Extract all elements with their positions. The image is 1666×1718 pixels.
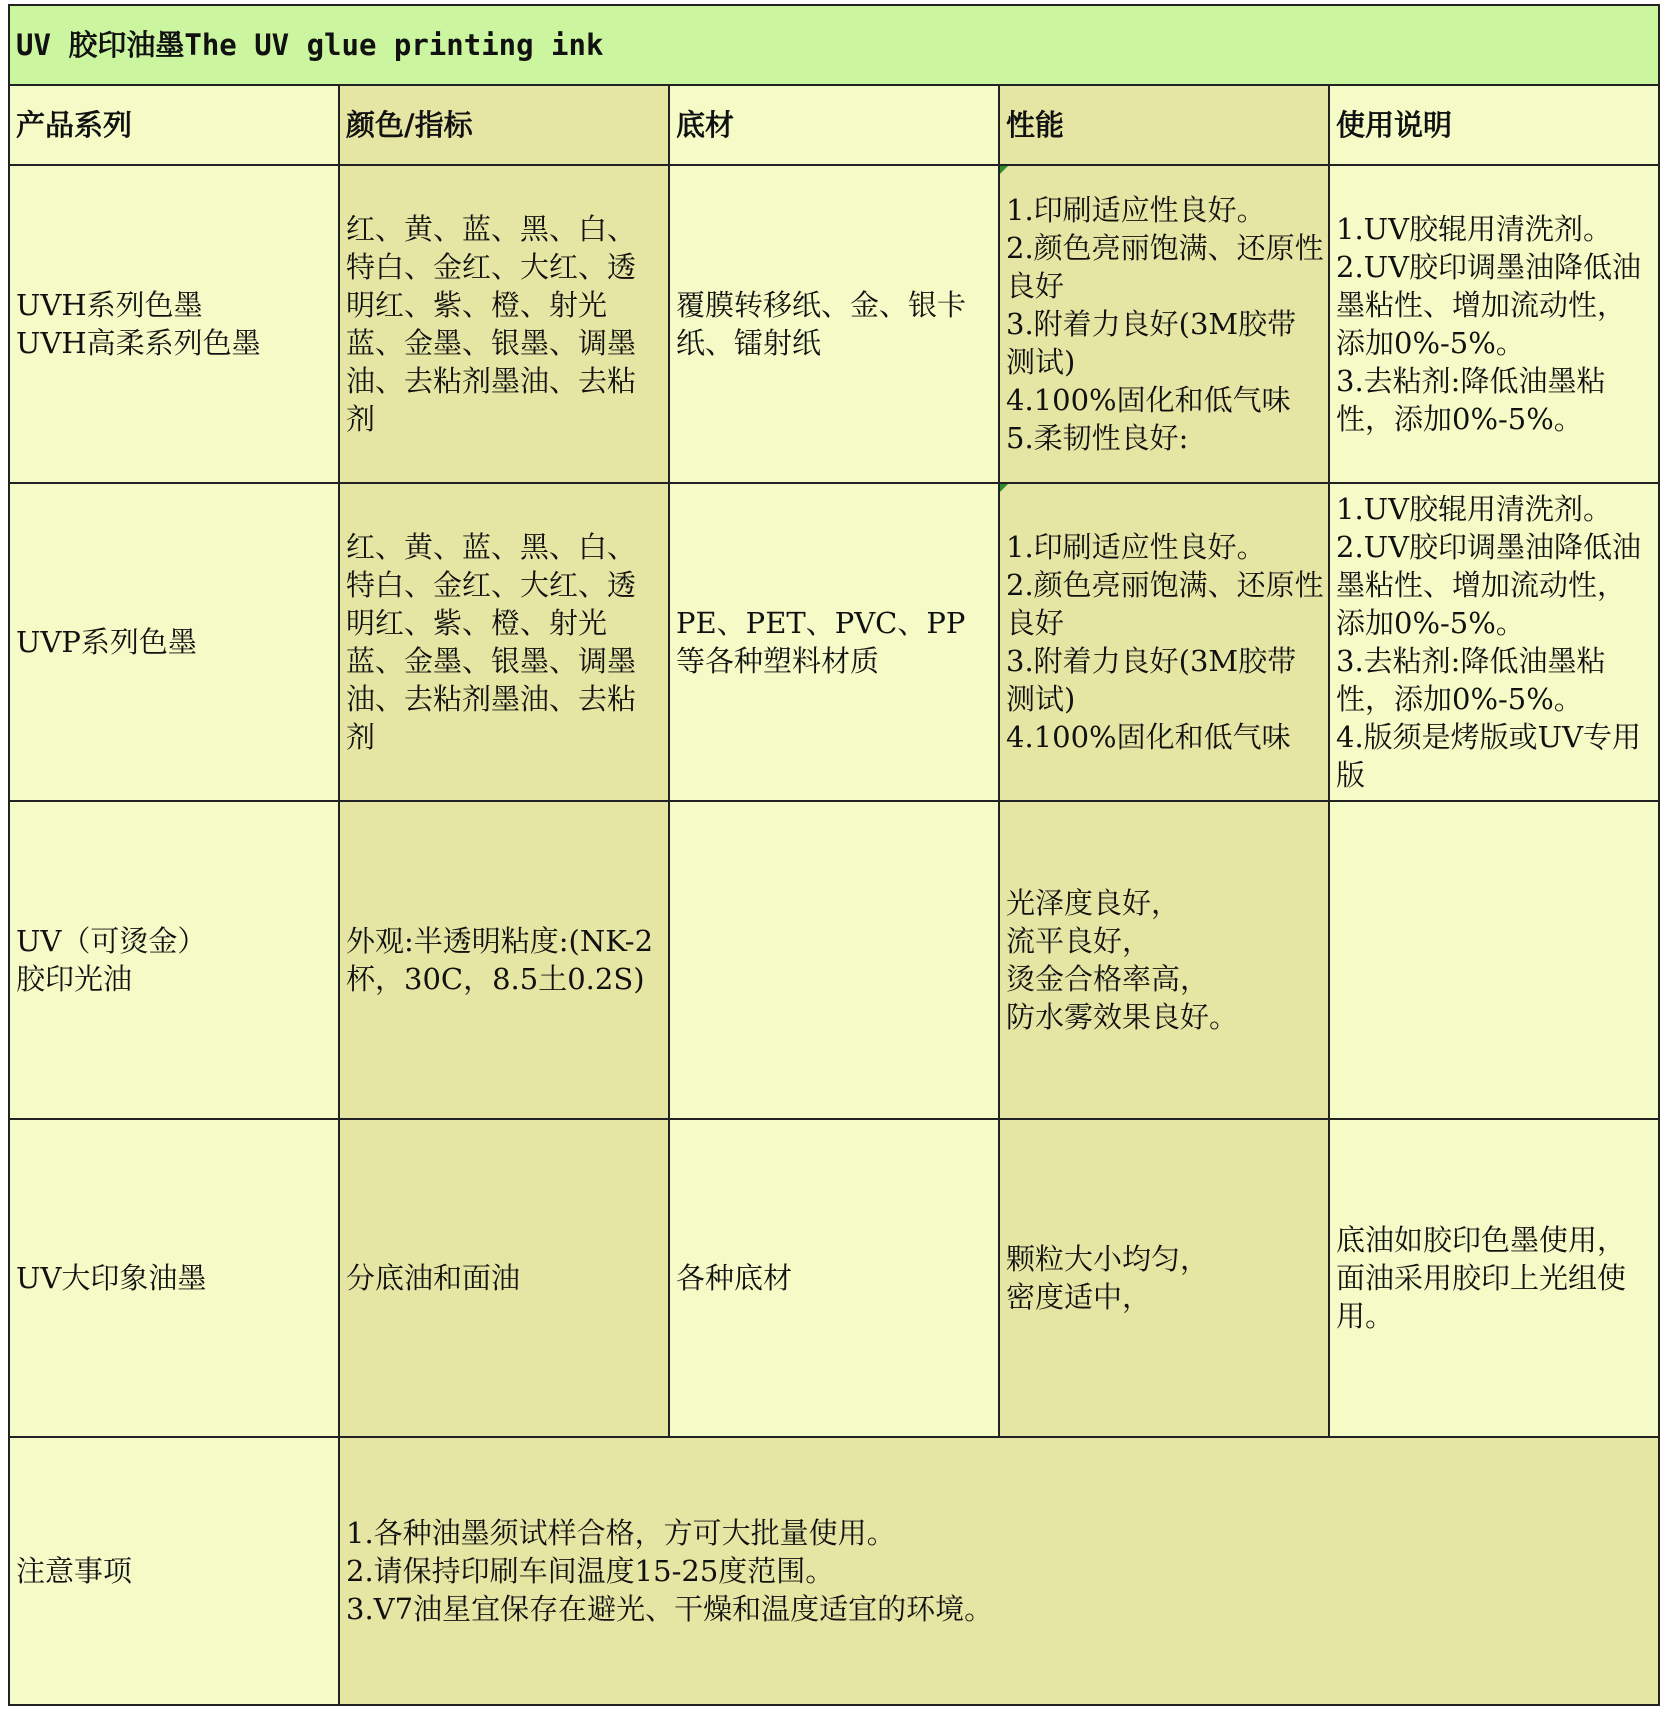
usage-line: 1.UV胶辊用清洗剂。 — [1336, 212, 1613, 246]
substrate-cell: 各种底材 — [669, 1119, 999, 1437]
usage-line: 2.UV胶印调墨油降低油墨粘性、增加流动性，添加0%-5%。 — [1336, 250, 1642, 360]
notes-label: 注意事项 — [9, 1437, 339, 1705]
notes-row — [9, 1437, 1659, 1705]
color-cell: 分底油和面油 — [339, 1119, 669, 1437]
performance-line: 1.印刷适应性良好。 — [1006, 530, 1266, 564]
series-line: UVP系列色墨 — [16, 625, 197, 659]
header-color: 颜色/指标 — [339, 85, 669, 165]
performance-cell — [999, 483, 1329, 801]
usage-line: 4.版须是烤版或UV专用版 — [1336, 720, 1642, 792]
performance-cell — [999, 801, 1329, 1119]
performance-line: 流平良好， — [1006, 924, 1152, 958]
header-performance: 性能 — [999, 85, 1329, 165]
series-cell — [9, 801, 339, 1119]
usage-line: 2.UV胶印调墨油降低油墨粘性、增加流动性，添加0%-5%。 — [1336, 530, 1642, 640]
performance-line: 2.颜色亮丽饱满、还原性良好 — [1006, 231, 1324, 303]
substrate-cell — [669, 801, 999, 1119]
usage-cell — [1329, 483, 1659, 801]
performance-line: 1.印刷适应性良好。 — [1006, 193, 1266, 227]
table-row — [9, 165, 1659, 483]
performance-line: 2.颜色亮丽饱满、还原性良好 — [1006, 568, 1324, 640]
comment-marker-icon — [1000, 166, 1008, 174]
performance-line: 3.附着力良好(3M胶带测试) — [1006, 307, 1297, 379]
usage-cell — [1329, 1119, 1659, 1437]
substrate-cell: 覆膜转移纸、金、银卡纸、镭射纸 — [669, 165, 999, 483]
usage-line: 底油如胶印色墨使用，面油采用胶印上光组使用。 — [1336, 1223, 1627, 1333]
performance-line: 烫金合格率高， — [1006, 962, 1210, 996]
color-cell: 红、黄、蓝、黑、白、特白、金红、大红、透明红、紫、橙、射光蓝、金墨、银墨、调墨油、去粘剂墨油、去粘剂 — [339, 483, 669, 801]
color-cell: 外观:半透明粘度:(NK-2杯，30C，8.5土0.2S) — [339, 801, 669, 1119]
performance-line: 4.100%固化和低气味 — [1006, 720, 1291, 754]
series-cell — [9, 1119, 339, 1437]
comment-marker-icon — [1000, 484, 1008, 492]
series-cell — [9, 483, 339, 801]
header-substrate: 底材 — [669, 85, 999, 165]
header-series: 产品系列 — [9, 85, 339, 165]
usage-line: 3.去粘剂:降低油墨粘性，添加0%-5%。 — [1336, 644, 1606, 716]
series-line: UVH高柔系列色墨 — [16, 326, 261, 360]
usage-line: 3.去粘剂:降低油墨粘性，添加0%-5%。 — [1336, 364, 1606, 436]
series-line: UVH系列色墨 — [16, 288, 203, 322]
table-row — [9, 801, 1659, 1119]
table-row — [9, 483, 1659, 801]
usage-line: 1.UV胶辊用清洗剂。 — [1336, 492, 1613, 526]
notes-line: 3.V7油星宜保存在避光、干燥和温度适宜的环境。 — [346, 1592, 994, 1626]
notes-line: 2.请保持印刷车间温度15-25度范围。 — [346, 1554, 835, 1588]
notes-cell — [339, 1437, 1659, 1705]
header-usage: 使用说明 — [1329, 85, 1659, 165]
series-line: UV大印象油墨 — [16, 1261, 207, 1295]
spreadsheet — [8, 4, 1658, 1710]
performance-line: 密度适中， — [1006, 1280, 1152, 1314]
performance-line: 5.柔韧性良好: — [1006, 421, 1189, 455]
series-line: UV（可烫金） — [16, 924, 207, 958]
substrate-cell: PE、PET、PVC、PP等各种塑料材质 — [669, 483, 999, 801]
series-cell — [9, 165, 339, 483]
usage-cell — [1329, 165, 1659, 483]
series-line: 胶印光油 — [16, 962, 133, 996]
usage-cell — [1329, 801, 1659, 1119]
performance-line: 防水雾效果良好。 — [1006, 1000, 1239, 1034]
performance-line: 3.附着力良好(3M胶带测试) — [1006, 644, 1297, 716]
notes-line: 1.各种油墨须试样合格，方可大批量使用。 — [346, 1516, 896, 1550]
table-title: UV 胶印油墨The UV glue printing ink — [9, 5, 1659, 85]
performance-cell — [999, 165, 1329, 483]
performance-cell — [999, 1119, 1329, 1437]
performance-line: 光泽度良好， — [1006, 886, 1181, 920]
performance-line: 颗粒大小均匀， — [1006, 1242, 1210, 1276]
table-row — [9, 1119, 1659, 1437]
color-cell: 红、黄、蓝、黑、白、特白、金红、大红、透明红、紫、橙、射光蓝、金墨、银墨、调墨油、去粘剂墨油、去粘剂 — [339, 165, 669, 483]
performance-line: 4.100%固化和低气味 — [1006, 383, 1291, 417]
ink-spec-table — [8, 4, 1660, 1706]
